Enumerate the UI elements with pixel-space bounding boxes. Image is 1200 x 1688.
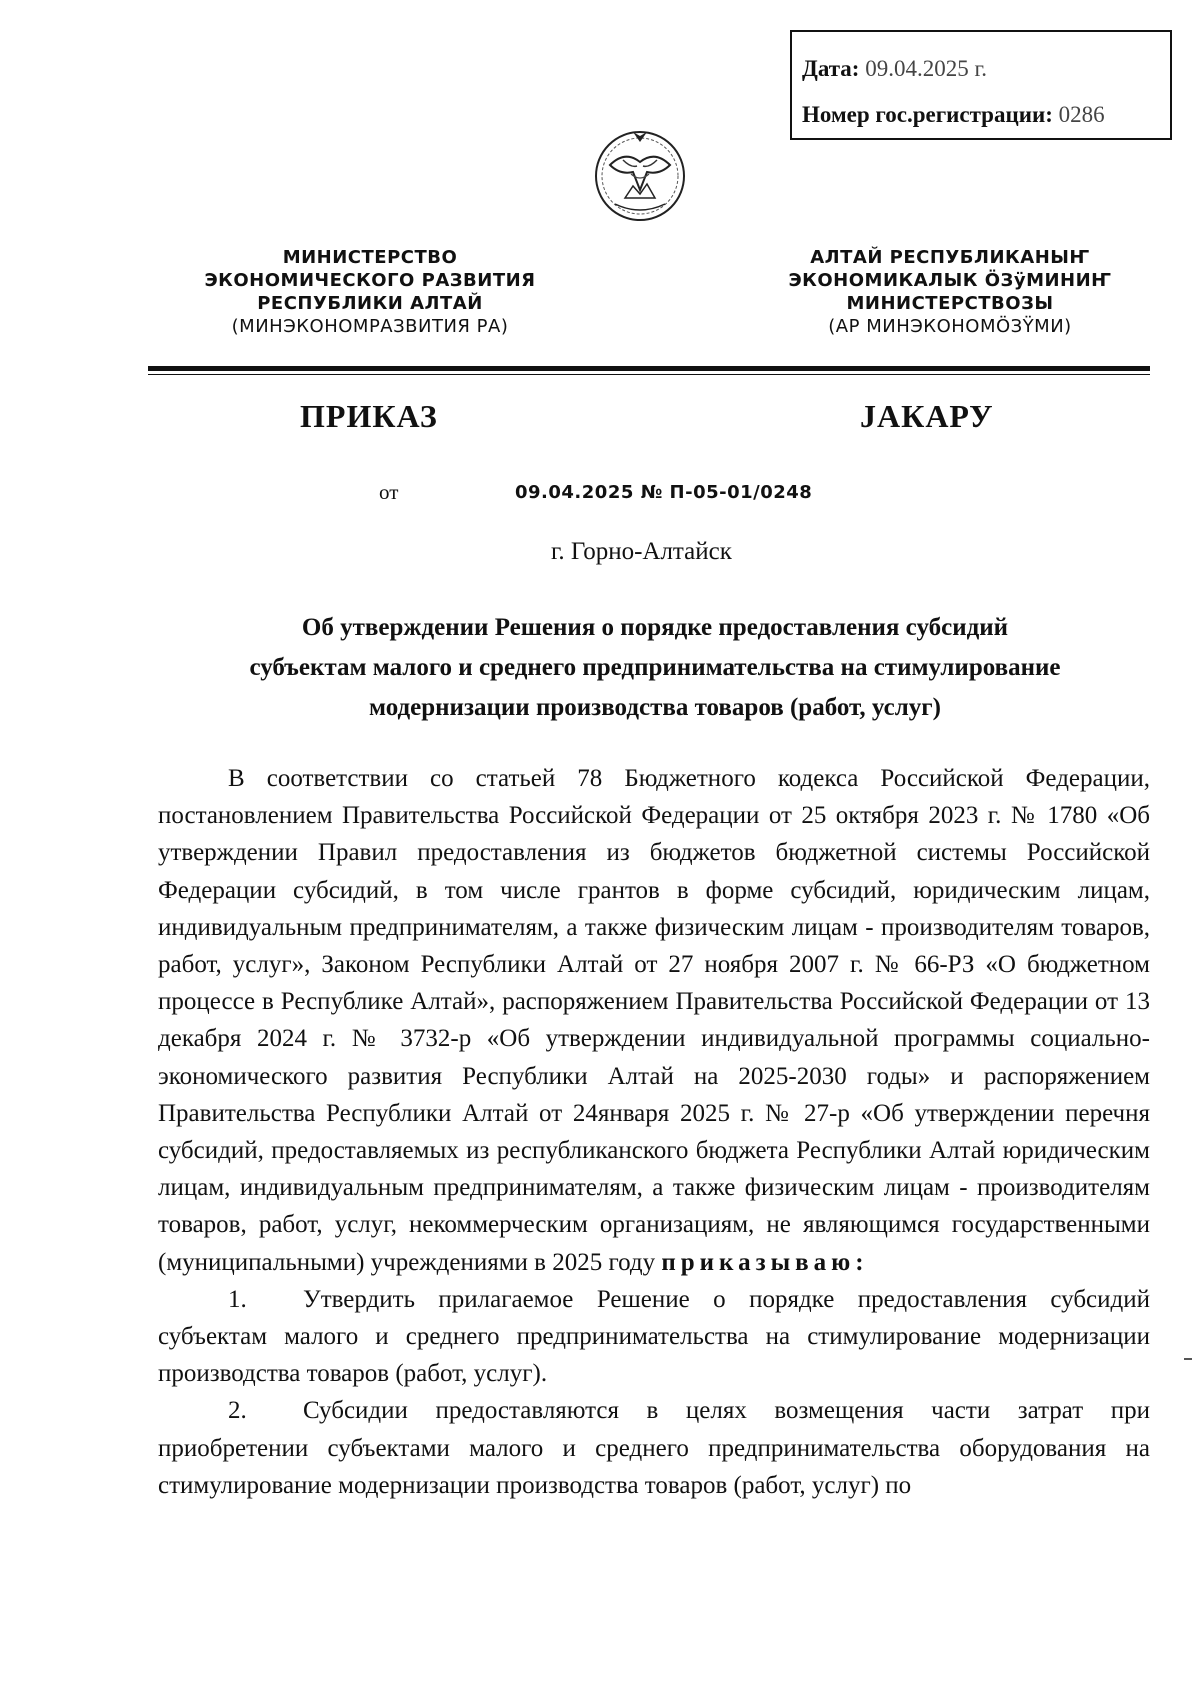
clause-2 [158, 1392, 1150, 1504]
header-divider-thin [148, 374, 1150, 375]
registration-stamp-box [790, 30, 1172, 140]
order-title-altai: JАКАРУ [860, 398, 994, 434]
order-date-number: 09.04.2025 № П-05-01/0248 [515, 482, 813, 503]
order-city: г. Горно-Алтайск [551, 538, 732, 565]
clause-1-number: 1. [228, 1285, 247, 1313]
ministry-alt-abbr: (АР МИНЭКОНОМÖЗŸМИ) [828, 316, 1072, 337]
clause-1 [158, 1281, 1150, 1393]
preamble-paragraph [158, 760, 1150, 1281]
registration-date-value: 09.04.2025 г. [865, 56, 988, 81]
ministry-alt-line3: МИНИСТЕРСТВОЗЫ [846, 293, 1054, 314]
registration-date-label: Дата: [802, 56, 860, 81]
ministry-name-russian [180, 246, 560, 338]
ministry-name-altai [760, 246, 1140, 338]
preamble-text: В соответствии со статьей 78 Бюджетного кодекса Российской Федерации, постановлением Правительства Российской Федерации от 25 октября 2023 г. № 1780 «Об утверждении Правил предоставления из бюджетов бюджетной системы Российской Федерации субсидий, в том числе грантов в форме субсидий, юридическим лицам, индивидуальным предпринимателям, а также физическим лицам - производителям товаров, работ, услуг», Законом Республики Алтай от 27 ноября 2007 г. № 66-РЗ «О бюджетном процессе в Республике Алтай», распоряжением Правительства Российской Федерации от 13 декабря 2024 г. № 3732-р «Об утверждении индивидуальной программы социально-экономического развития Республики Алтай на 2025-2030 годы» и распоряжением Правительства Республики Алтай от 24января 2025 г. № 27-р «Об утверждении перечня субсидий, предоставляемых из республиканского бюджета Республики Алтай юридическим лицам, индивидуальным предпринимателям, а также физическим лицам - производителям товаров, работ, услуг, некоммерческим организациям, не являющимся государственными (муниципальными) учреждениями в 2025 году [158, 765, 1150, 1276]
republic-altai-emblem-icon [585, 120, 695, 225]
ministry-ru-abbr: (МИНЭКОНОМРАЗВИТИЯ РА) [231, 316, 509, 337]
ministry-alt-line2: ЭКОНОМИКАЛЫК ÖЗÿМИНИҤ [788, 270, 1112, 291]
header-divider-thick [148, 366, 1150, 371]
registration-number-value: 0286 [1058, 102, 1105, 127]
ministry-ru-line1: МИНИСТЕРСТВО [282, 247, 458, 268]
clause-1-text: Утвердить прилагаемое Решение о порядке предоставления субсидий субъектам малого и среднего предпринимательства на стимулирование модернизации производства товаров (работ, услуг). [158, 1285, 1150, 1388]
clause-2-text: Субсидии предоставляются в целях возмещения части затрат при приобретении субъектами малого и среднего предпринимательства оборудования на стимулирование модернизации производства товаров (работ, услуг) по [158, 1397, 1150, 1499]
registration-date-row [802, 46, 1162, 92]
document-title [160, 608, 1150, 728]
document-title-line3: модернизации производства товаров (работ, услуг) [369, 694, 941, 721]
ministry-alt-line1: АЛТАЙ РЕСПУБЛИКАНЫҤ [810, 247, 1090, 268]
order-from-label: от [379, 480, 399, 504]
ministry-ru-line3: РЕСПУБЛИКИ АЛТАЙ [257, 293, 483, 314]
margin-mark [1184, 1358, 1192, 1360]
order-verb: приказываю: [661, 1248, 869, 1276]
registration-number-label: Номер гос.регистрации: [802, 102, 1053, 127]
document-body [158, 760, 1150, 1504]
ministry-ru-line2: ЭКОНОМИЧЕСКОГО РАЗВИТИЯ [204, 270, 536, 291]
document-title-line1: Об утверждении Решения о порядке предоставления субсидий [301, 614, 1009, 641]
order-title-russian: ПРИКАЗ [300, 398, 438, 434]
registration-number-row [802, 92, 1162, 138]
clause-2-number: 2. [228, 1397, 247, 1425]
document-title-line2: субъектам малого и среднего предпринимательства на стимулирование [249, 654, 1061, 681]
